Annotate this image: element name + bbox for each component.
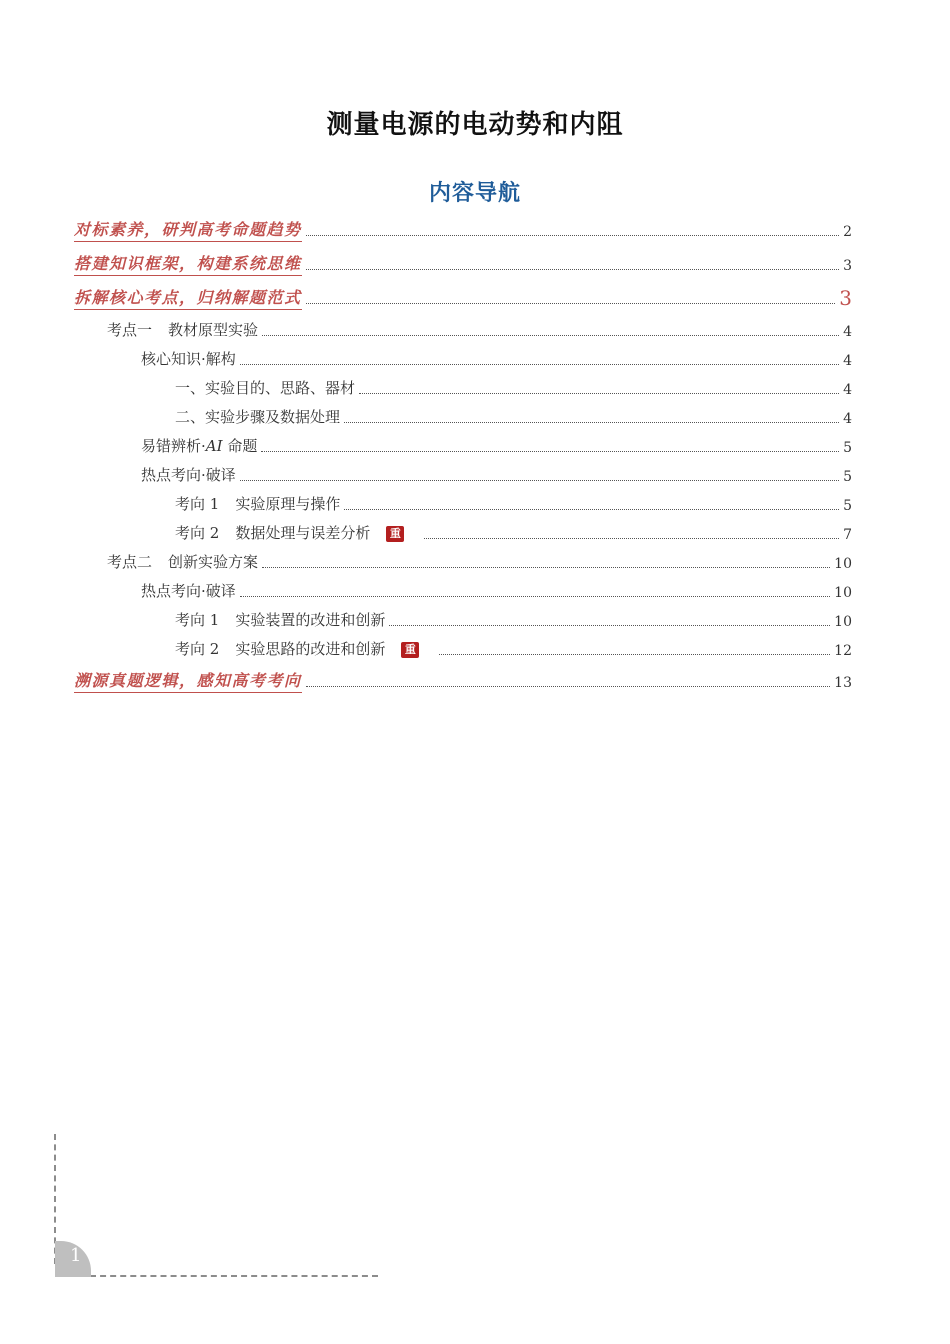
dot-leader: [389, 625, 830, 626]
toc-page: 13: [834, 675, 852, 691]
dot-leader: [359, 393, 839, 394]
toc-page: 4: [843, 411, 852, 427]
toc-text: 实验思路的改进和创新: [235, 640, 386, 658]
toc-label: 二、实验步骤及数据处理: [175, 408, 341, 426]
toc-page: 4: [843, 382, 852, 398]
toc-item-direction-1[interactable]: [175, 490, 852, 516]
toc-item-direction-2-1[interactable]: [175, 606, 852, 632]
toc-page: 10: [834, 556, 852, 572]
toc-section-1[interactable]: [74, 216, 852, 242]
toc-label: [141, 435, 257, 458]
toc-prefix: 考向 1: [175, 495, 220, 513]
toc-page: 5: [843, 498, 852, 514]
toc-label: 拆解核心考点，归纳解题范式: [74, 285, 302, 310]
toc-item-kaodian-1[interactable]: [107, 316, 852, 342]
toc-prefix: 考点一: [107, 321, 153, 339]
toc-label: [175, 493, 340, 516]
toc-label: 热点考向·破译: [141, 582, 236, 600]
dot-leader: [306, 303, 836, 304]
toc-item-hot-topics-2[interactable]: [141, 577, 852, 603]
toc-text: 易错辨析·: [141, 437, 206, 455]
toc-label: [107, 319, 258, 342]
toc-prefix: 考向 2: [175, 640, 220, 658]
toc-label: 核心知识·解构: [141, 350, 236, 368]
toc-label: 溯源真题逻辑，感知高考考向: [74, 668, 302, 693]
dot-leader: [261, 451, 839, 452]
toc-text: 实验装置的改进和创新: [235, 611, 386, 629]
toc-item-experiment-purpose[interactable]: [175, 374, 852, 400]
toc-section-3[interactable]: [74, 284, 852, 310]
dot-leader: [344, 422, 839, 423]
toc-label: 对标素养，研判高考命题趋势: [74, 217, 302, 242]
toc-label: [107, 551, 258, 574]
dot-leader: [306, 686, 831, 687]
dot-leader: [240, 596, 830, 597]
toc-text: 数据处理与误差分析: [235, 524, 371, 542]
toc-item-kaodian-2[interactable]: [107, 548, 852, 574]
toc-text: 创新实验方案: [168, 553, 259, 571]
toc-text: 实验原理与操作: [235, 495, 341, 513]
toc-label: [175, 609, 385, 632]
toc-section-2[interactable]: [74, 250, 852, 276]
toc-label: 热点考向·破译: [141, 466, 236, 484]
toc-text-italic: AI: [205, 437, 223, 455]
toc-page: 12: [834, 643, 852, 659]
toc-prefix: 考向 2: [175, 524, 220, 542]
toc-label: [175, 638, 435, 661]
toc-page: 4: [843, 353, 852, 369]
important-badge: 重: [401, 642, 419, 658]
toc-page: 5: [843, 440, 852, 456]
page-corner-dashed-horizontal: [90, 1275, 378, 1277]
toc-label: 搭建知识框架，构建系统思维: [74, 251, 302, 276]
page-number: 1: [70, 1245, 82, 1266]
dot-leader: [306, 269, 840, 270]
toc-page: 5: [843, 469, 852, 485]
toc-page: 10: [834, 585, 852, 601]
nav-title: 内容导航: [428, 181, 521, 206]
dot-leader: [262, 335, 839, 336]
toc-page: 4: [843, 324, 852, 340]
important-badge: 重: [386, 526, 404, 542]
toc-item-error-analysis-ai[interactable]: [141, 432, 852, 458]
dot-leader: [439, 654, 830, 655]
toc-item-hot-topics[interactable]: [141, 461, 852, 487]
document-title: 测量电源的电动势和内阻: [326, 110, 624, 140]
dot-leader: [424, 538, 839, 539]
toc-label: 一、实验目的、思路、器材: [175, 379, 356, 397]
toc-prefix: 考向 1: [175, 611, 220, 629]
toc-page: 2: [843, 224, 852, 240]
dot-leader: [240, 364, 839, 365]
dot-leader: [262, 567, 830, 568]
toc-page: 7: [843, 527, 852, 543]
dot-leader: [240, 480, 839, 481]
toc-prefix: 考点二: [107, 553, 153, 571]
toc-text: 教材原型实验: [168, 321, 259, 339]
toc-section-4[interactable]: [74, 667, 852, 693]
toc-page: 3: [839, 286, 852, 310]
toc-item-experiment-steps[interactable]: [175, 403, 852, 429]
toc-item-direction-2-2[interactable]: [175, 635, 852, 661]
dot-leader: [306, 235, 840, 236]
toc-label: [175, 522, 420, 545]
toc-page: 3: [843, 258, 852, 274]
toc-item-direction-2[interactable]: [175, 519, 852, 545]
toc-page: 10: [834, 614, 852, 630]
toc-item-core-knowledge[interactable]: [141, 345, 852, 371]
toc-text: 命题: [222, 437, 258, 455]
dot-leader: [344, 509, 839, 510]
